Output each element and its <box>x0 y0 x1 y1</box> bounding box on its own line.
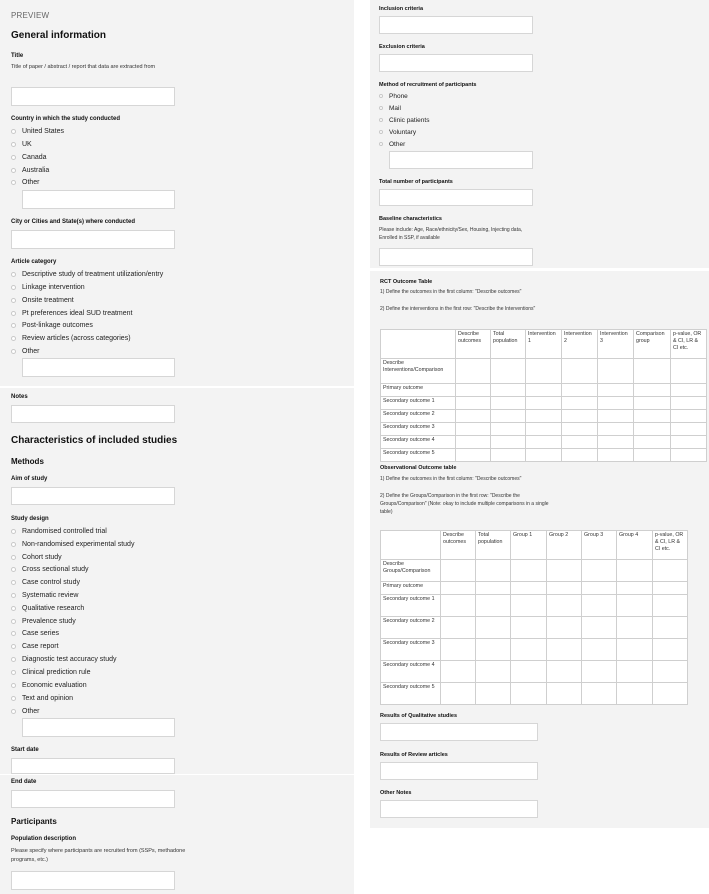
option-label: Other <box>389 141 406 148</box>
table-cell[interactable] <box>634 436 671 449</box>
table-cell[interactable] <box>491 359 526 384</box>
obs-hint-2: 2) Define the Groups/Comparison in the first row: "Describe the Groups/Comparison" (Note: okay to include multiple comparisons in a single table) <box>380 493 549 515</box>
obs-col-header: Total population <box>476 531 511 560</box>
title-input[interactable] <box>11 87 175 106</box>
option-label: Case report <box>22 643 59 650</box>
table-cell[interactable] <box>491 423 526 436</box>
radio-icon[interactable] <box>11 619 16 624</box>
table-cell[interactable] <box>456 397 491 410</box>
table-cell[interactable] <box>441 639 476 661</box>
table-cell[interactable] <box>634 397 671 410</box>
table-cell[interactable] <box>634 384 671 397</box>
table-row <box>381 410 707 423</box>
option-label: Cross sectional study <box>22 566 89 573</box>
radio-icon[interactable] <box>11 670 16 675</box>
notes-label: Notes <box>11 394 28 400</box>
table-cell[interactable] <box>456 423 491 436</box>
obs-col-header: p-value, OR & CI, LR & CI etc. <box>653 531 688 560</box>
total-participants-input[interactable] <box>379 189 533 206</box>
table-cell[interactable] <box>617 560 653 582</box>
table-cell[interactable] <box>511 661 547 683</box>
table-cell[interactable] <box>653 683 688 705</box>
rct-header-row <box>381 330 707 359</box>
option-label: Review articles (across categories) <box>22 335 131 342</box>
obs-corner-cell <box>381 531 441 560</box>
radio-icon[interactable] <box>11 696 16 701</box>
table-cell[interactable] <box>547 661 582 683</box>
option-label: Prevalence study <box>22 618 76 625</box>
table-cell[interactable] <box>582 595 617 617</box>
obs-col-header: Group 4 <box>617 531 653 560</box>
table-cell[interactable] <box>617 639 653 661</box>
table-row <box>381 423 707 436</box>
table-cell[interactable] <box>547 595 582 617</box>
table-cell[interactable] <box>582 639 617 661</box>
option-label: Pt preferences ideal SUD treatment <box>22 310 133 317</box>
table-cell[interactable] <box>653 582 688 595</box>
country-label: Country in which the study conducted <box>11 116 121 122</box>
start-date-label: Start date <box>11 747 39 753</box>
general-information-heading: General information <box>11 30 107 41</box>
obs-table-label: Observational Outcome table <box>380 465 457 471</box>
table-cell[interactable] <box>671 359 707 384</box>
radio-icon[interactable] <box>11 631 16 636</box>
observational-outcome-table <box>380 530 688 705</box>
table-cell[interactable] <box>598 423 634 436</box>
radio-icon[interactable] <box>11 683 16 688</box>
radio-icon[interactable] <box>379 142 383 146</box>
table-row <box>381 436 707 449</box>
table-cell[interactable] <box>653 639 688 661</box>
option-label: Text and opinion <box>22 695 73 702</box>
rct-row-header: Secondary outcome 2 <box>381 410 456 423</box>
option-label: Clinical prediction rule <box>22 669 91 676</box>
table-cell[interactable] <box>671 384 707 397</box>
table-cell[interactable] <box>441 560 476 582</box>
table-cell[interactable] <box>526 436 562 449</box>
table-cell[interactable] <box>456 384 491 397</box>
rct-row-header: Describe Interventions/Comparison <box>381 359 456 384</box>
radio-icon[interactable] <box>379 94 383 98</box>
option-label: Non-randomised experimental study <box>22 541 135 548</box>
rct-outcome-table <box>380 329 707 462</box>
preview-label: PREVIEW <box>11 11 50 20</box>
rct-table-label: RCT Outcome Table <box>380 279 433 285</box>
option-label: Economic evaluation <box>22 682 87 689</box>
option-label: Onsite treatment <box>22 297 74 304</box>
radio-icon[interactable] <box>11 142 16 147</box>
radio-icon[interactable] <box>11 580 16 585</box>
table-cell[interactable] <box>511 683 547 705</box>
table-cell[interactable] <box>562 410 598 423</box>
category-other-input[interactable] <box>22 358 175 377</box>
table-cell[interactable] <box>562 423 598 436</box>
table-cell[interactable] <box>526 359 562 384</box>
table-cell[interactable] <box>526 384 562 397</box>
rct-col-header: p-value, OR & CI, LR & CI etc. <box>671 330 707 359</box>
radio-icon[interactable] <box>11 155 16 160</box>
option-label: Linkage intervention <box>22 284 85 291</box>
table-cell[interactable] <box>547 560 582 582</box>
table-cell[interactable] <box>562 449 598 462</box>
table-cell[interactable] <box>617 582 653 595</box>
option-label: Post-linkage outcomes <box>22 322 93 329</box>
obs-col-header: Describe outcomes <box>441 531 476 560</box>
option-label: Phone <box>389 93 408 100</box>
table-row <box>381 384 707 397</box>
table-cell[interactable] <box>456 436 491 449</box>
table-cell[interactable] <box>456 449 491 462</box>
radio-icon[interactable] <box>11 555 16 560</box>
rct-row-header: Primary outcome <box>381 384 456 397</box>
table-cell[interactable] <box>441 683 476 705</box>
title-hint: Title of paper / abstract / report that data are extracted from <box>11 64 156 70</box>
table-cell[interactable] <box>476 595 511 617</box>
radio-icon[interactable] <box>11 567 16 572</box>
table-cell[interactable] <box>491 397 526 410</box>
option-label: Australia <box>22 167 50 174</box>
table-cell[interactable] <box>562 436 598 449</box>
table-cell[interactable] <box>511 582 547 595</box>
exclusion-input[interactable] <box>379 54 533 72</box>
table-cell[interactable] <box>562 359 598 384</box>
table-cell[interactable] <box>617 595 653 617</box>
table-cell[interactable] <box>617 683 653 705</box>
option-label: Other <box>22 179 40 186</box>
table-cell[interactable] <box>511 639 547 661</box>
option-label: Qualitative research <box>22 605 85 612</box>
table-row <box>381 582 688 595</box>
population-input[interactable] <box>11 871 175 890</box>
table-cell[interactable] <box>598 449 634 462</box>
rct-col-header: Intervention 2 <box>562 330 598 359</box>
obs-col-header: Group 3 <box>582 531 617 560</box>
article-category-label: Article category <box>11 259 57 265</box>
obs-col-header: Group 1 <box>511 531 547 560</box>
table-cell[interactable] <box>547 683 582 705</box>
radio-icon[interactable] <box>11 709 16 714</box>
baseline-input[interactable] <box>379 248 533 266</box>
option-label: Diagnostic test accuracy study <box>22 656 117 663</box>
table-cell[interactable] <box>582 617 617 639</box>
other-notes-input[interactable] <box>380 800 538 818</box>
radio-icon[interactable] <box>11 644 16 649</box>
table-cell[interactable] <box>511 595 547 617</box>
table-cell[interactable] <box>634 449 671 462</box>
table-cell[interactable] <box>562 397 598 410</box>
radio-icon[interactable] <box>11 129 16 134</box>
methods-heading: Methods <box>11 457 44 466</box>
characteristics-heading: Characteristics of included studies <box>11 435 178 446</box>
option-label: Other <box>22 348 40 355</box>
radio-icon[interactable] <box>11 168 16 173</box>
table-cell[interactable] <box>582 683 617 705</box>
table-cell[interactable] <box>511 617 547 639</box>
table-cell[interactable] <box>634 423 671 436</box>
obs-row-header: Describe Groups/Comparison <box>381 560 441 582</box>
option-label: Randomised controlled trial <box>22 528 107 535</box>
radio-icon[interactable] <box>11 542 16 547</box>
table-cell[interactable] <box>671 449 707 462</box>
table-cell[interactable] <box>441 595 476 617</box>
study-design-label: Study design <box>11 516 49 522</box>
table-row <box>381 617 688 639</box>
radio-icon[interactable] <box>11 298 16 303</box>
table-cell[interactable] <box>598 436 634 449</box>
table-row <box>381 397 707 410</box>
baseline-hint: Please include: Age, Race/ethnicity/Sex, Housing, Injecting data, Enrolled in SSP, if available <box>379 227 523 241</box>
table-cell[interactable] <box>491 449 526 462</box>
radio-icon[interactable] <box>11 593 16 598</box>
radio-icon[interactable] <box>11 323 16 328</box>
table-cell[interactable] <box>582 582 617 595</box>
table-cell[interactable] <box>671 397 707 410</box>
table-cell[interactable] <box>653 560 688 582</box>
table-cell[interactable] <box>491 436 526 449</box>
obs-row-header: Secondary outcome 2 <box>381 617 441 639</box>
table-cell[interactable] <box>547 617 582 639</box>
radio-icon[interactable] <box>11 285 16 290</box>
table-cell[interactable] <box>441 661 476 683</box>
rct-hint-1: 1) Define the outcomes in the first column: "Describe outcomes" <box>380 289 522 295</box>
rct-col-header: Intervention 1 <box>526 330 562 359</box>
radio-icon[interactable] <box>11 180 16 185</box>
table-cell[interactable] <box>653 595 688 617</box>
review-results-label: Results of Review articles <box>380 752 448 758</box>
title-label: Title <box>11 53 24 59</box>
table-row <box>381 661 688 683</box>
start-date-input[interactable] <box>11 758 175 774</box>
table-cell[interactable] <box>476 560 511 582</box>
table-cell[interactable] <box>441 582 476 595</box>
obs-row-header: Secondary outcome 5 <box>381 683 441 705</box>
rct-col-header: Describe outcomes <box>456 330 491 359</box>
end-date-input[interactable] <box>11 790 175 808</box>
qualitative-results-label: Results of Qualitative studies <box>380 713 458 719</box>
table-cell[interactable] <box>491 384 526 397</box>
city-label: City or Cities and State(s) where conducted <box>11 219 136 225</box>
option-label: Other <box>22 708 40 715</box>
option-label: UK <box>22 141 32 148</box>
rct-row-header: Secondary outcome 4 <box>381 436 456 449</box>
radio-icon[interactable] <box>379 130 383 134</box>
option-label: Case control study <box>22 579 80 586</box>
table-cell[interactable] <box>634 359 671 384</box>
option-label: Cohort study <box>22 554 62 561</box>
rct-col-header: Comparison group <box>634 330 671 359</box>
table-cell[interactable] <box>671 436 707 449</box>
table-cell[interactable] <box>526 410 562 423</box>
table-cell[interactable] <box>476 639 511 661</box>
rct-col-header: Intervention 3 <box>598 330 634 359</box>
table-cell[interactable] <box>671 423 707 436</box>
obs-row-header: Primary outcome <box>381 582 441 595</box>
rct-col-header: Total population <box>491 330 526 359</box>
table-row <box>381 683 688 705</box>
radio-icon[interactable] <box>11 336 16 341</box>
radio-icon[interactable] <box>11 272 16 277</box>
population-hint: Please specify where participants are recruited from (SSPs, methadone programs, etc.) <box>11 848 186 863</box>
obs-row-header: Secondary outcome 3 <box>381 639 441 661</box>
table-cell[interactable] <box>634 410 671 423</box>
table-row <box>381 560 688 582</box>
table-cell[interactable] <box>617 617 653 639</box>
table-cell[interactable] <box>547 582 582 595</box>
radio-icon[interactable] <box>11 657 16 662</box>
option-label: Mail <box>389 105 401 112</box>
population-label: Population description <box>11 836 77 842</box>
qualitative-results-input[interactable] <box>380 723 538 741</box>
table-cell[interactable] <box>476 683 511 705</box>
total-participants-label: Total number of participants <box>379 179 453 185</box>
table-cell[interactable] <box>476 617 511 639</box>
table-cell[interactable] <box>526 449 562 462</box>
table-cell[interactable] <box>456 410 491 423</box>
option-label: Canada <box>22 154 47 161</box>
table-cell[interactable] <box>653 661 688 683</box>
recruitment-other-input[interactable] <box>389 151 533 169</box>
option-label: Case series <box>22 630 59 637</box>
participants-heading: Participants <box>11 817 57 826</box>
rct-row-header: Secondary outcome 1 <box>381 397 456 410</box>
option-label: Systematic review <box>22 592 79 599</box>
aim-input[interactable] <box>11 487 175 505</box>
obs-col-header: Group 2 <box>547 531 582 560</box>
inclusion-label: Inclusion criteria <box>379 6 424 12</box>
exclusion-label: Exclusion criteria <box>379 44 425 50</box>
radio-icon[interactable] <box>379 118 383 122</box>
table-cell[interactable] <box>598 359 634 384</box>
table-row <box>381 449 707 462</box>
baseline-label: Baseline characteristics <box>379 216 442 222</box>
table-cell[interactable] <box>526 397 562 410</box>
other-notes-label: Other Notes <box>380 790 412 796</box>
city-input[interactable] <box>11 230 175 249</box>
table-row <box>381 595 688 617</box>
table-cell[interactable] <box>456 359 491 384</box>
table-cell[interactable] <box>582 560 617 582</box>
country-other-input[interactable] <box>22 190 175 209</box>
table-cell[interactable] <box>511 560 547 582</box>
rct-hint-2: 2) Define the interventions in the first row: "Describe the Interventions" <box>380 306 536 312</box>
table-cell[interactable] <box>547 639 582 661</box>
table-cell[interactable] <box>562 384 598 397</box>
option-label: Descriptive study of treatment utilization/entry <box>22 271 164 278</box>
design-other-input[interactable] <box>22 718 175 737</box>
table-cell[interactable] <box>491 410 526 423</box>
table-cell[interactable] <box>598 397 634 410</box>
table-cell[interactable] <box>598 384 634 397</box>
table-cell[interactable] <box>526 423 562 436</box>
radio-icon[interactable] <box>379 106 383 110</box>
inclusion-input[interactable] <box>379 16 533 34</box>
radio-icon[interactable] <box>11 311 16 316</box>
table-cell[interactable] <box>671 410 707 423</box>
table-row <box>381 639 688 661</box>
table-cell[interactable] <box>653 617 688 639</box>
rct-row-header: Secondary outcome 5 <box>381 449 456 462</box>
table-cell[interactable] <box>598 410 634 423</box>
option-label: United States <box>22 128 65 135</box>
obs-row-header: Secondary outcome 1 <box>381 595 441 617</box>
review-results-input[interactable] <box>380 762 538 780</box>
radio-icon[interactable] <box>11 349 16 354</box>
radio-icon[interactable] <box>11 606 16 611</box>
table-cell[interactable] <box>441 617 476 639</box>
notes-input[interactable] <box>11 405 175 423</box>
recruitment-label: Method of recruitment of participants <box>379 82 477 88</box>
rct-corner-cell <box>381 330 456 359</box>
obs-row-header: Secondary outcome 4 <box>381 661 441 683</box>
table-cell[interactable] <box>476 661 511 683</box>
radio-icon[interactable] <box>11 529 16 534</box>
aim-label: Aim of study <box>11 476 48 482</box>
table-row <box>381 359 707 384</box>
rct-row-header: Secondary outcome 3 <box>381 423 456 436</box>
obs-header-row <box>381 531 688 560</box>
table-cell[interactable] <box>617 661 653 683</box>
table-cell[interactable] <box>476 582 511 595</box>
obs-hint-1: 1) Define the outcomes in the first column: "Describe outcomes" <box>380 476 522 482</box>
option-label: Voluntary <box>389 129 417 136</box>
table-cell[interactable] <box>582 661 617 683</box>
option-label: Clinic patients <box>389 117 430 124</box>
end-date-label: End date <box>11 779 37 785</box>
